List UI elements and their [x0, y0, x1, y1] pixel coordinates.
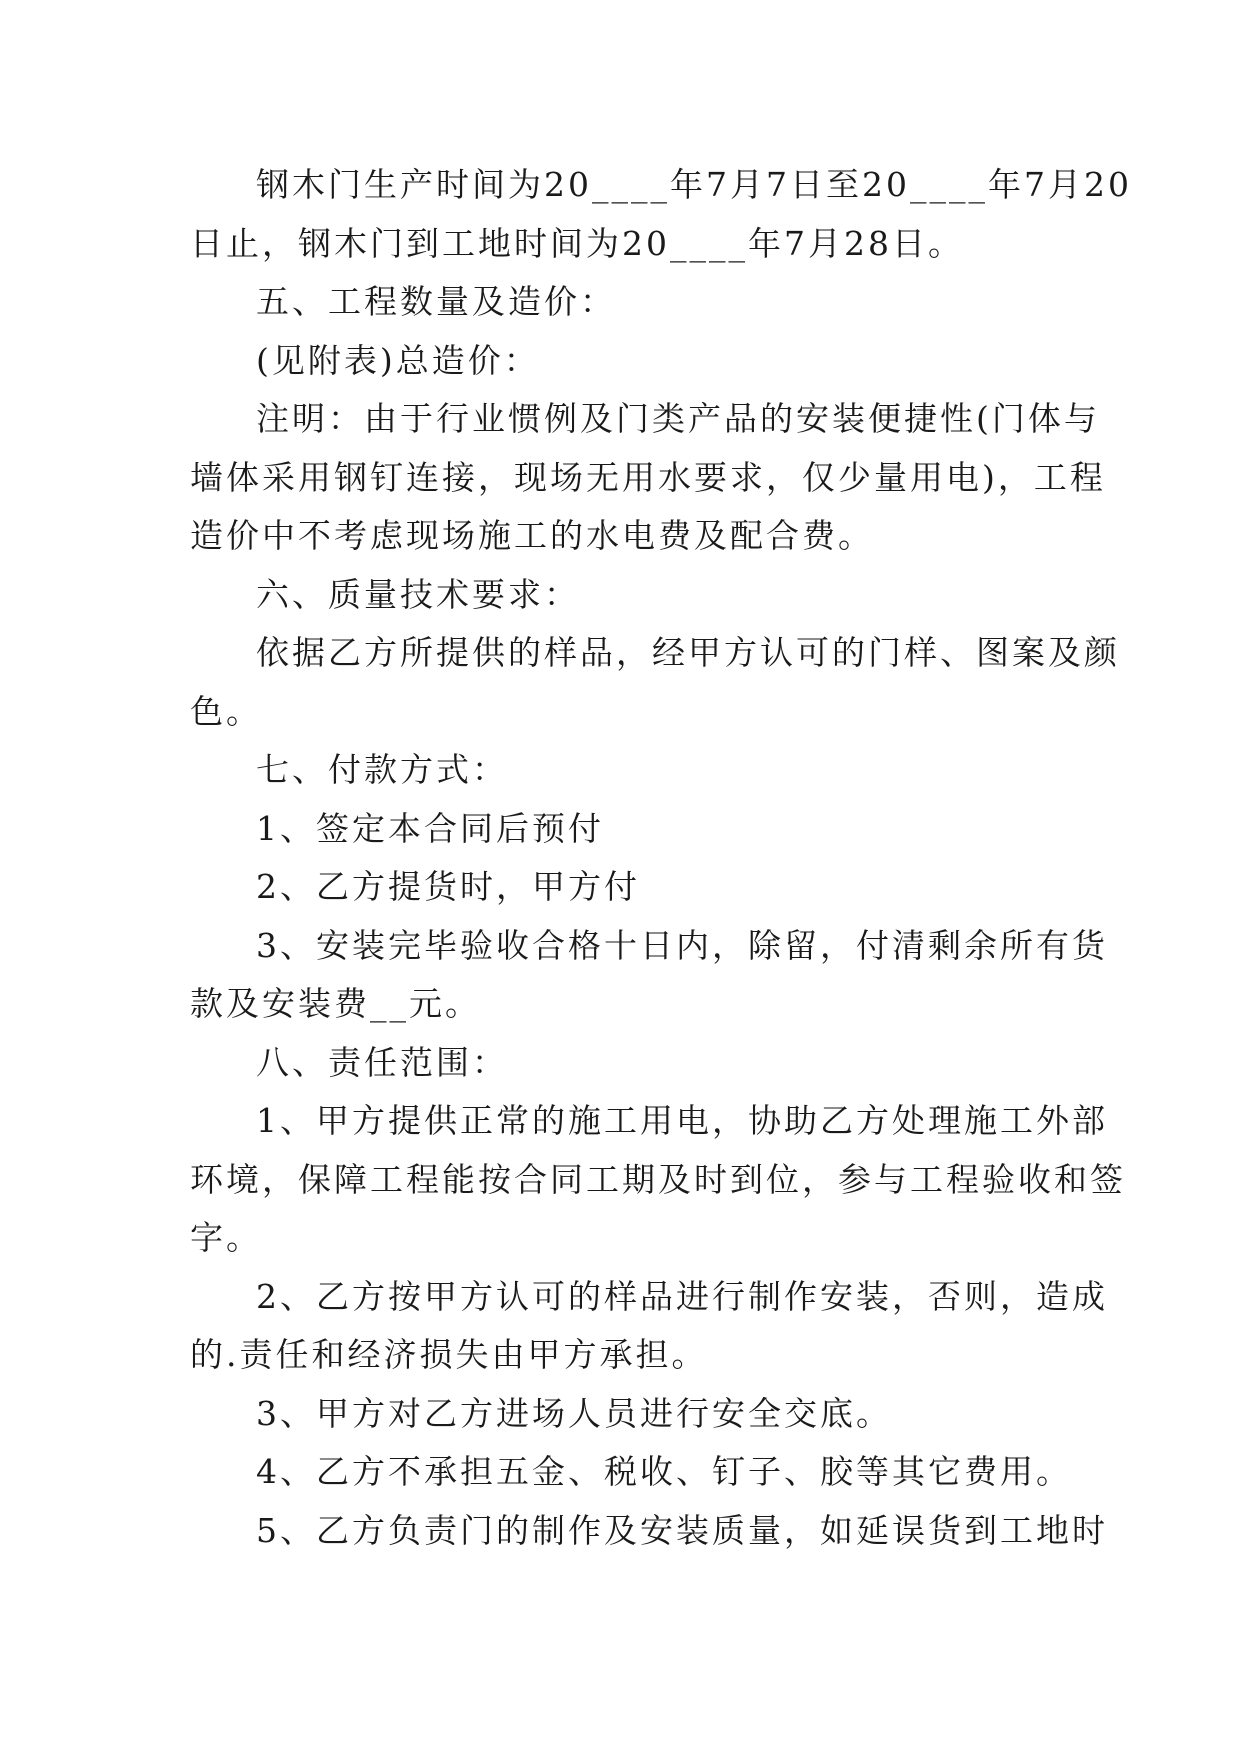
paragraph-line: 钢木门生产时间为20____年7月7日至20____年7月20 — [256, 165, 1132, 204]
list-item: 1、签定本合同后预付 — [256, 808, 604, 848]
list-item: 字。 — [190, 1218, 262, 1257]
document-body — [190, 156, 1132, 1560]
paragraph-line: (见附表)总造价： — [256, 340, 540, 380]
list-item: 环境，保障工程能按合同工期及时到位，参与工程验收和签 — [190, 1159, 1126, 1199]
section-heading: 七、付款方式： — [256, 750, 508, 789]
paragraph-line: 墙体采用钢钉连接，现场无用水要求，仅少量用电)，工程 — [190, 457, 1106, 497]
list-item: 3、安装完毕验收合格十日内，除留，付清剩余所有货 — [256, 925, 1108, 965]
paragraph-line: 注明：由于行业惯例及门类产品的安装便捷性(门体与 — [256, 399, 1100, 438]
list-item: 2、乙方提货时，甲方付 — [256, 867, 640, 906]
paragraph-line: 依据乙方所提供的样品，经甲方认可的门样、图案及颜 — [256, 633, 1120, 672]
section-heading: 五、工程数量及造价： — [256, 282, 616, 321]
list-item: 款及安装费__元。 — [190, 984, 481, 1023]
section-heading: 六、质量技术要求： — [256, 574, 580, 614]
paragraph-line: 日止，钢木门到工地时间为20____年7月28日。 — [190, 223, 964, 263]
list-item: 3、甲方对乙方进场人员进行安全交底。 — [256, 1393, 892, 1433]
list-item: 4、乙方不承担五金、税收、钉子、胶等其它费用。 — [256, 1452, 1072, 1491]
list-item: 的.责任和经济损失由甲方承担。 — [190, 1335, 708, 1374]
list-item: 2、乙方按甲方认可的样品进行制作安装，否则，造成 — [256, 1276, 1108, 1316]
paragraph-line: 色。 — [190, 691, 262, 731]
section-heading: 八、责任范围： — [256, 1042, 508, 1082]
list-item: 5、乙方负责门的制作及安装质量，如延误货到工地时 — [256, 1510, 1108, 1550]
list-item: 1、甲方提供正常的施工用电，协助乙方处理施工外部 — [256, 1101, 1108, 1140]
paragraph-line: 造价中不考虑现场施工的水电费及配合费。 — [190, 516, 874, 555]
